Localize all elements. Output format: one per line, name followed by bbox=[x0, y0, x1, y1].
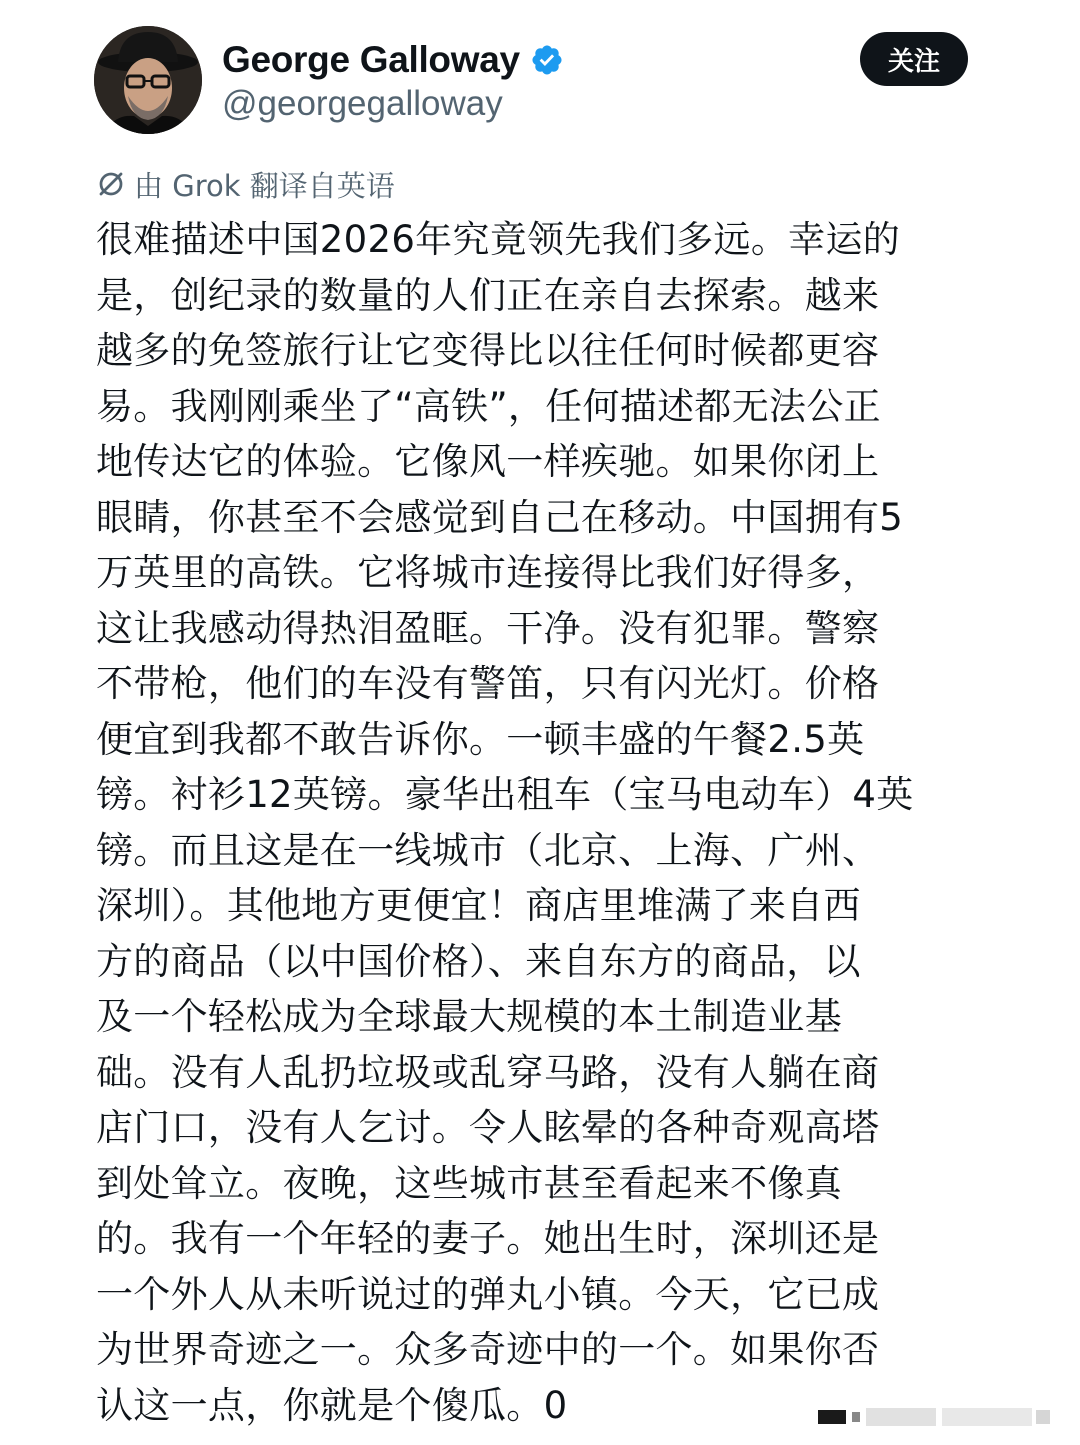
tweet-text-line: 很难描述中国2026年究竟领先我们多远。幸运的 bbox=[96, 218, 901, 261]
tweet-text-line: 是，创纪录的数量的人们正在亲自去探索。越来 bbox=[96, 273, 880, 317]
tweet-text-line: 方的商品（以中国价格）、来自东方的商品，以 bbox=[96, 939, 861, 983]
author-name-row bbox=[222, 36, 564, 84]
profile-photo-icon bbox=[94, 26, 202, 134]
tweet-text-line: 店门口，没有人乞讨。令人眩晕的各种奇观高塔 bbox=[96, 1106, 880, 1149]
watermark-icon bbox=[800, 1400, 1060, 1432]
tweet-text-line: 深圳）。其他地方更便宜！商店里堆满了来自西 bbox=[96, 884, 861, 927]
author-handle[interactable]: @georgegalloway bbox=[222, 84, 503, 123]
tweet-text-line: 一个外人从未听说过的弹丸小镇。今天，它已成 bbox=[96, 1272, 880, 1316]
tweet-text-line: 便宜到我都不敢告诉你。一顿丰盛的午餐2.5英 bbox=[96, 717, 865, 761]
tweet-text-line: 础。没有人乱扔垃圾或乱穿马路，没有人躺在商 bbox=[96, 1050, 880, 1094]
grok-icon bbox=[96, 169, 126, 199]
tweet-header bbox=[0, 0, 1080, 150]
tweet-text-line: 为世界奇迹之一。众多奇迹中的一个。如果你否 bbox=[96, 1328, 880, 1371]
tweet-text-line: 的。我有一个年轻的妻子。她出生时，深圳还是 bbox=[96, 1217, 880, 1260]
translation-notice[interactable] bbox=[96, 162, 395, 206]
tweet-text-line: 眼睛，你甚至不会感觉到自己在移动。中国拥有5 bbox=[96, 495, 904, 539]
translation-label: 由 Grok 翻译自英语 bbox=[134, 168, 395, 203]
tweet-text-line: 万英里的高铁。它将城市连接得比我们好得多， bbox=[96, 551, 880, 594]
tweet-text-line: 地传达它的体验。它像风一样疾驰。如果你闭上 bbox=[96, 440, 880, 483]
author-display-name[interactable]: George Galloway bbox=[222, 39, 520, 80]
tweet-text-line: 认这一点，你就是个傻瓜。0 bbox=[96, 1383, 568, 1427]
tweet-text-line: 越多的免签旅行让它变得比以往任何时候都更容 bbox=[96, 329, 880, 372]
verified-badge-icon bbox=[530, 43, 564, 77]
tweet-text bbox=[96, 212, 996, 1433]
tweet-text-line: 易。我刚刚乘坐了“高铁”，任何描述都无法公正 bbox=[96, 384, 881, 428]
tweet-text-line: 及一个轻松成为全球最大规模的本土制造业基 bbox=[96, 995, 842, 1038]
tweet-text-line: 不带枪，他们的车没有警笛，只有闪光灯。价格 bbox=[96, 662, 880, 705]
avatar[interactable] bbox=[94, 26, 202, 134]
tweet-text-line: 这让我感动得热泪盈眶。干净。没有犯罪。警察 bbox=[96, 606, 880, 650]
tweet-text-line: 镑。而且这是在一线城市（北京、上海、广州、 bbox=[96, 828, 880, 872]
tweet-text-line: 到处耸立。夜晚，这些城市甚至看起来不像真 bbox=[96, 1161, 842, 1205]
tweet-text-line: 镑。衬衫12英镑。豪华出租车（宝马电动车）4英 bbox=[96, 773, 914, 816]
follow-button[interactable]: 关注 bbox=[860, 32, 968, 86]
